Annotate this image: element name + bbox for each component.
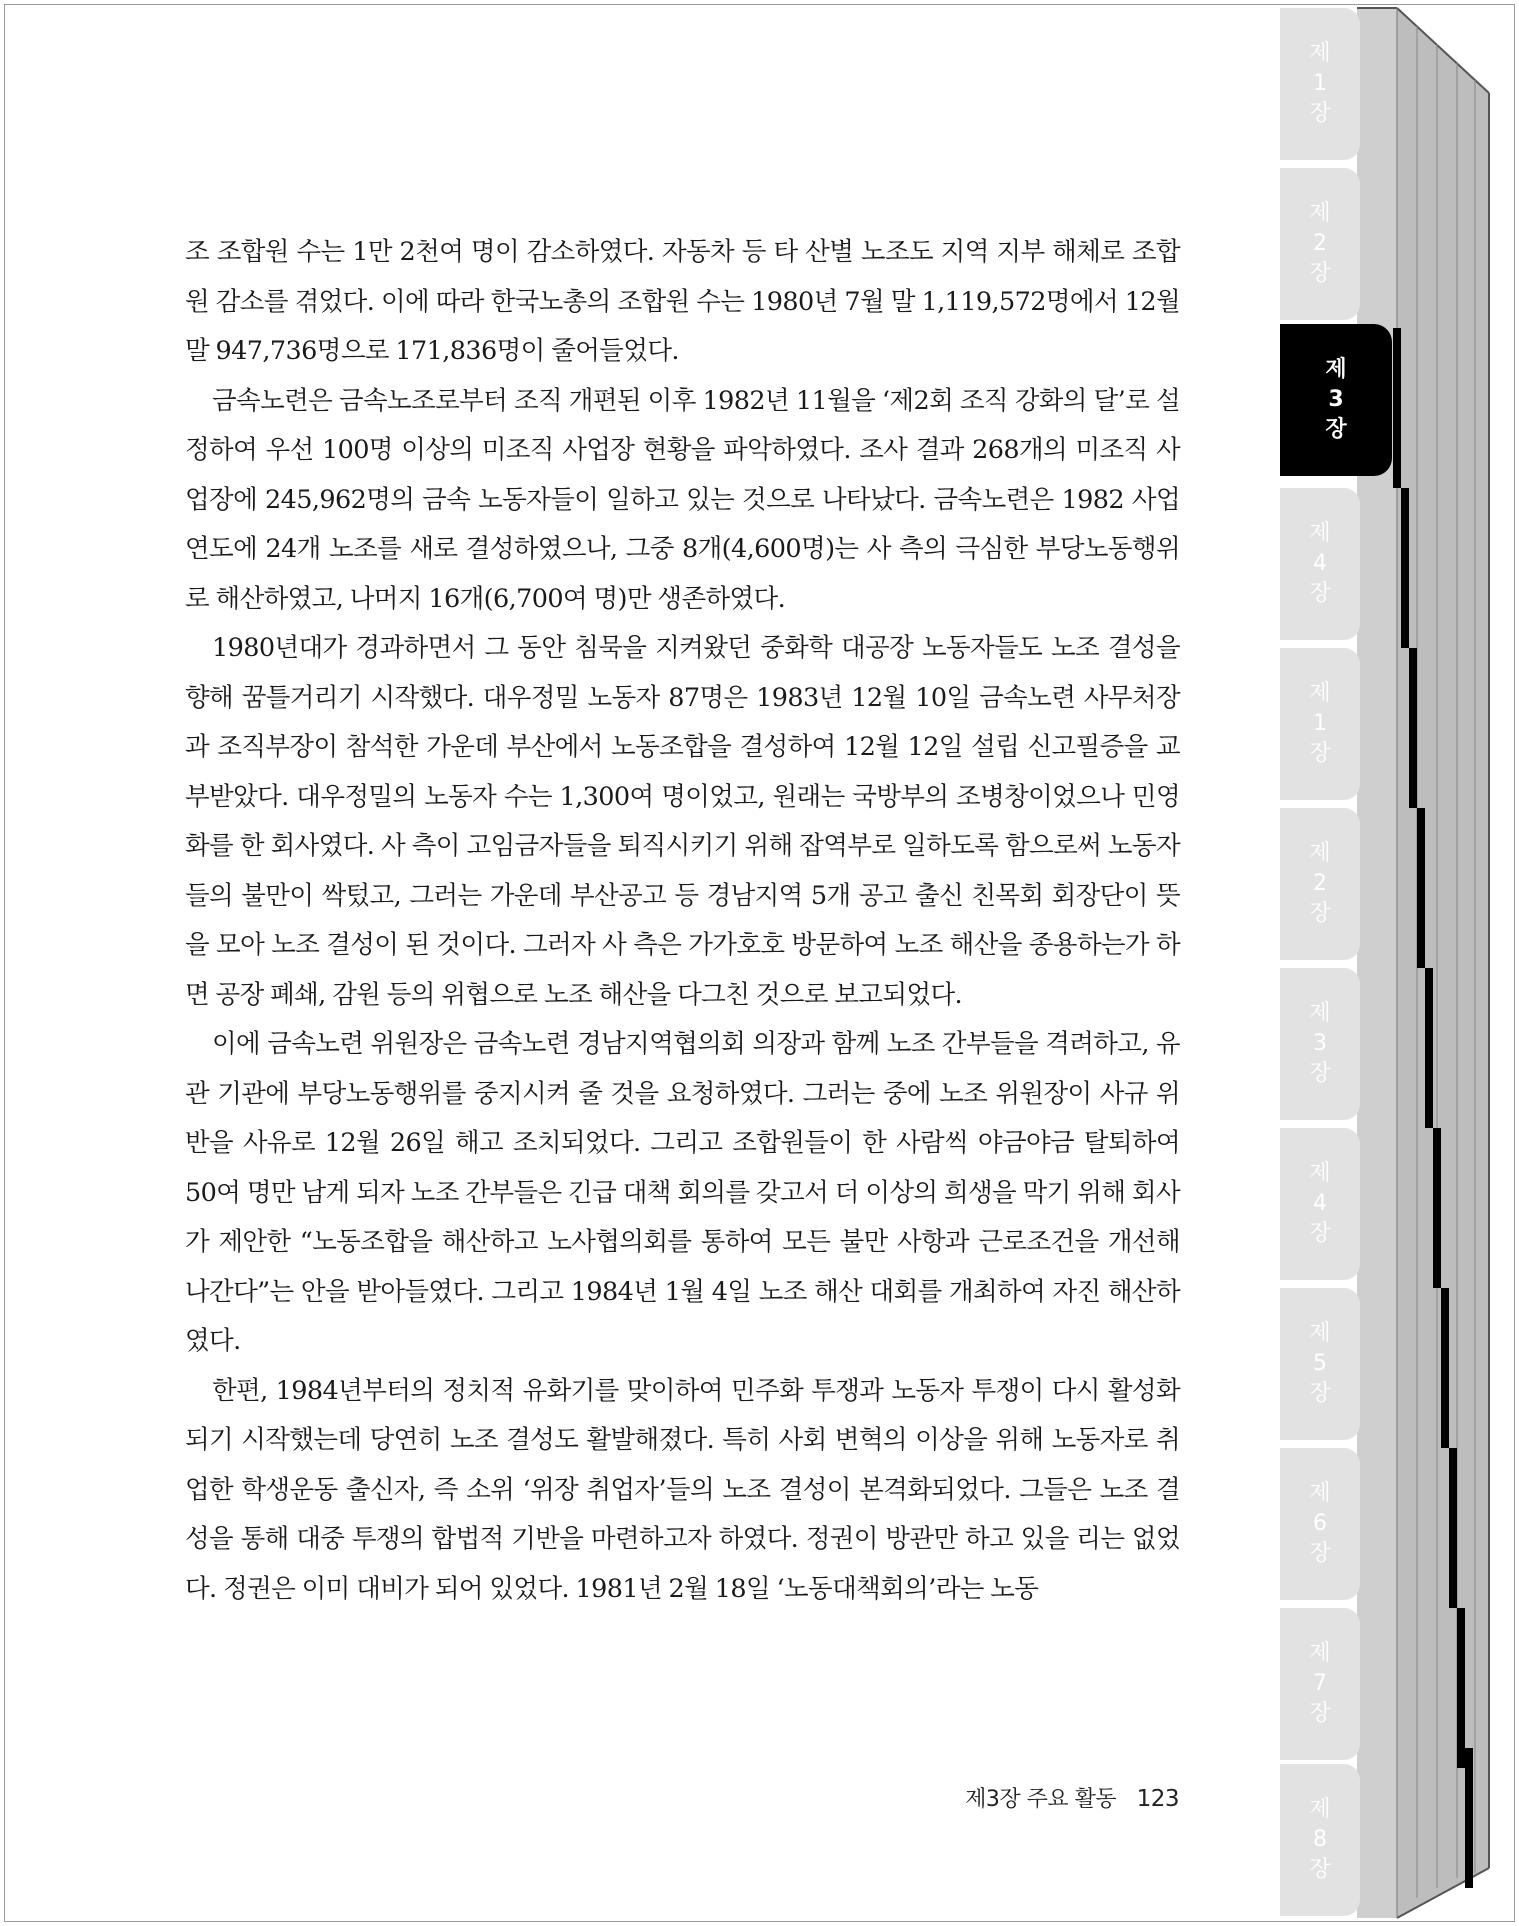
tab-line: 1	[1313, 71, 1327, 96]
tab-line: 제	[1309, 1481, 1331, 1506]
tab-line: 2	[1313, 871, 1327, 896]
tab-line: 장	[1309, 1381, 1331, 1406]
tab-line: 장	[1309, 261, 1331, 286]
chapter-tab[interactable]	[1280, 1448, 1360, 1600]
chapter-tab[interactable]	[1280, 808, 1360, 960]
chapter-tab[interactable]	[1280, 1764, 1360, 1916]
tab-line: 장	[1325, 417, 1347, 442]
tab-line: 장	[1309, 1857, 1331, 1882]
chapter-tabs	[1280, 0, 1420, 1926]
tab-line: 제	[1325, 357, 1347, 382]
page-footer	[965, 1782, 1179, 1813]
chapter-tab[interactable]	[1280, 968, 1360, 1120]
tab-line: 3	[1313, 1031, 1327, 1056]
tab-line: 장	[1309, 741, 1331, 766]
tab-line: 장	[1309, 1541, 1331, 1566]
tab-line: 제	[1309, 841, 1331, 866]
tab-line: 2	[1313, 231, 1327, 256]
chapter-tab[interactable]	[1280, 648, 1360, 800]
tab-line: 제	[1309, 41, 1331, 66]
chapter-tab[interactable]	[1280, 488, 1360, 640]
chapter-tab[interactable]	[1280, 168, 1360, 320]
paragraph: 조 조합원 수는 1만 2천여 명이 감소하였다. 자동차 등 타 산별 노조도 지역 지부 해체로 조합원 감소를 겪었다. 이에 따라 한국노총의 조합원 수는 1980년 7월 말 1,119,572명에서 12월 말 947,736명으로 171,836명이 줄어들었다.	[185, 237, 1180, 366]
tab-line: 제	[1309, 201, 1331, 226]
chapter-tab[interactable]	[1280, 8, 1360, 160]
chapter-tab-active[interactable]	[1280, 324, 1392, 476]
tab-line: 8	[1313, 1827, 1327, 1852]
paragraph: 이에 금속노련 위원장은 금속노련 경남지역협의회 의장과 함께 노조 간부들을 격려하고, 유관 기관에 부당노동행위를 중지시켜 줄 것을 요청하였다. 그러는 중에 노조 위원장이 사규 위반을 사유로 12월 26일 해고 조치되었다. 그리고 조합원들이 한 사람씩 야금야금 탈퇴하여 50여 명만 남게 되자 노조 간부들은 긴급 대책 회의를 갖고서 더 이상의 희생을 막기 위해 회사가 제안한 “노동조합을 해산하고 노사협의회를 통하여 모든 불만 사항과 근로조건을 개선해 나간다”는 안을 받아들였다. 그리고 1984년 1월 4일 노조 해산 대회를 개최하여 자진 해산하였다.	[185, 1029, 1180, 1356]
tab-line: 1	[1313, 711, 1327, 736]
running-chapter-title: 제3장 주요 활동	[965, 1787, 1117, 1812]
tab-line: 장	[1309, 901, 1331, 926]
page-number: 123	[1136, 1786, 1179, 1812]
tab-line: 7	[1313, 1671, 1327, 1696]
tab-line: 3	[1328, 387, 1344, 412]
tab-line: 장	[1309, 101, 1331, 126]
chapter-tab[interactable]	[1280, 1288, 1360, 1440]
tab-line: 제	[1309, 681, 1331, 706]
tab-line: 제	[1309, 1797, 1331, 1822]
tab-line: 장	[1309, 1061, 1331, 1086]
tab-line: 제	[1309, 1001, 1331, 1026]
tab-line: 4	[1313, 1191, 1327, 1216]
tab-line: 4	[1313, 551, 1327, 576]
tab-line: 제	[1309, 1321, 1331, 1346]
chapter-tab[interactable]	[1280, 1128, 1360, 1280]
chapter-tab[interactable]	[1280, 1608, 1360, 1760]
paragraph: 금속노련은 금속노조로부터 조직 개편된 이후 1982년 11월을 ‘제2회 조직 강화의 달’로 설정하여 우선 100명 이상의 미조직 사업장 현황을 파악하였다. 조사 결과 268개의 미조직 사업장에 245,962명의 금속 노동자들이 일하고 있는 것으로 나타났다. 금속노련은 1982 사업 연도에 24개 노조를 새로 결성하였으나, 그중 8개(4,600명)는 사 측의 극심한 부당노동행위로 해산하였고, 나머지 16개(6,700여 명)만 생존하였다.	[185, 385, 1180, 614]
tab-line: 제	[1309, 1161, 1331, 1186]
tab-line: 6	[1313, 1511, 1327, 1536]
tab-line: 제	[1309, 521, 1331, 546]
body-text	[185, 228, 1180, 1614]
tab-line: 장	[1309, 1701, 1331, 1726]
tab-line: 제	[1309, 1641, 1331, 1666]
paragraph: 1980년대가 경과하면서 그 동안 침묵을 지켜왔던 중화학 대공장 노동자들도 노조 결성을 향해 꿈틀거리기 시작했다. 대우정밀 노동자 87명은 1983년 12월 10일 금속노련 사무처장과 조직부장이 참석한 가운데 부산에서 노동조합을 결성하여 12월 12일 설립 신고필증을 교부받았다. 대우정밀의 노동자 수는 1,300여 명이었고, 원래는 국방부의 조병창이었으나 민영화를 한 회사였다. 사 측이 고임금자들을 퇴직시키기 위해 잡역부로 일하도록 함으로써 노동자들의 불만이 싹텄고, 그러는 가운데 부산공고 등 경남지역 5개 공고 출신 친목회 회장단이 뜻을 모아 노조 결성이 된 것이다. 그러자 사 측은 가가호호 방문하여 노조 해산을 종용하는가 하면 공장 폐쇄, 감원 등의 위협으로 노조 해산을 다그친 것으로 보고되었다.	[185, 633, 1180, 1010]
tab-line: 5	[1313, 1351, 1327, 1376]
tab-line: 장	[1309, 581, 1331, 606]
paragraph: 한편, 1984년부터의 정치적 유화기를 맞이하여 민주화 투쟁과 노동자 투쟁이 다시 활성화되기 시작했는데 당연히 노조 결성도 활발해졌다. 특히 사회 변혁의 이상을 위해 노동자로 취업한 학생운동 출신자, 즉 소위 ‘위장 취업자’들의 노조 결성이 본격화되었다. 그들은 노조 결성을 통해 대중 투쟁의 합법적 기반을 마련하고자 하였다. 정권이 방관만 하고 있을 리는 없었다. 정권은 이미 대비가 되어 있었다. 1981년 2월 18일 ‘노동대책회의’라는 노동	[185, 1375, 1180, 1604]
tab-line: 장	[1309, 1221, 1331, 1246]
